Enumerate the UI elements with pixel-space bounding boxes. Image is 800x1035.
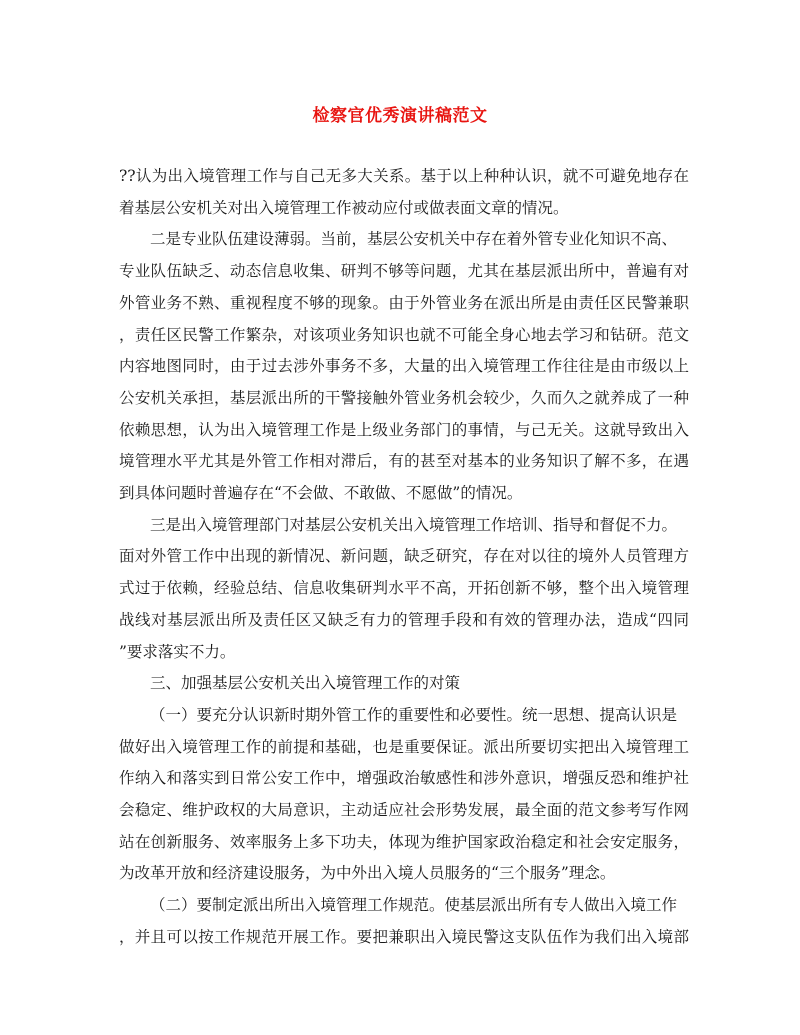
paragraph-line: 二是专业队伍建设薄弱。当前，基层公安机关中存在着外管专业化知识不高、: [150, 230, 678, 249]
paragraph-line: 内容地图同时，由于过去涉外事务不多，大量的出入境管理工作往往是由市级以上: [119, 357, 689, 376]
paragraph-line: （二）要制定派出所出入境管理工作规范。使基层派出所有专人做出入境工作: [150, 896, 678, 915]
paragraph-line: 公安机关承担，基层派出所的干警接触外管业务机会较少，久而久之就养成了一种: [119, 388, 689, 407]
paragraph-line: ，并且可以按工作规范开展工作。要把兼职出入境民警这支队伍作为我们出入境部: [119, 927, 689, 946]
paragraph-line: 三是出入境管理部门对基层公安机关出入境管理工作培训、指导和督促不力。: [150, 515, 678, 534]
paragraph-line: 外管业务不熟、重视程度不够的现象。由于外管业务在派出所是由责任区民警兼职: [119, 293, 689, 312]
paragraph-line: 三、加强基层公安机关出入境管理工作的对策: [150, 674, 461, 693]
paragraph-line: 站在创新服务、效率服务上多下功夫，体现为维护国家政治稳定和社会安定服务，: [119, 832, 689, 851]
paragraph-line: 专业队伍缺乏、动态信息收集、研判不够等问题，尤其在基层派出所中，普遍有对: [119, 262, 689, 281]
paragraph-line: 依赖思想，认为出入境管理工作是上级业务部门的事情，与己无关。这就导致出入: [119, 420, 689, 439]
paragraph-line: 战线对基层派出所及责任区又缺乏有力的管理手段和有效的管理办法，造成“四同: [119, 610, 689, 629]
paragraph-line: 到具体问题时普遍存在“不会做、不敢做、不愿做”的情况。: [119, 484, 523, 502]
paragraph-line: 面对外管工作中出现的新情况、新问题，缺乏研究，存在对以往的境外人员管理方: [119, 547, 689, 566]
paragraph-line: 境管理水平尤其是外管工作相对滞后，有的甚至对基本的业务知识了解不多，在遇: [119, 452, 689, 471]
document-title: 检察官优秀演讲稿范文: [312, 106, 488, 126]
paragraph-line: 作纳入和落实到日常公安工作中，增强政治敏感性和涉外意识，增强反恐和维护社: [119, 769, 689, 788]
paragraph-line: 着基层公安机关对出入境管理工作被动应付或做表面文章的情况。: [119, 198, 569, 217]
paragraph-line: 式过于依赖，经验总结、信息收集研判水平不高，开拓创新不够，整个出入境管理: [119, 579, 689, 598]
paragraph-line: ，责任区民警工作繁杂，对该项业务知识也就不可能全身心地去学习和钻研。范文: [119, 325, 689, 344]
paragraph-line: ”要求落实不力。: [119, 642, 236, 661]
paragraph-line: 为改革开放和经济建设服务，为中外出入境人员服务的“三个服务”理念。: [119, 864, 616, 883]
paragraph-line: 做好出入境管理工作的前提和基础，也是重要保证。派出所要切实把出入境管理工: [119, 737, 689, 756]
paragraph-line: （一）要充分认识新时期外管工作的重要性和必要性。统一思想、提高认识是: [150, 705, 678, 724]
paragraph-line: ??认为出入境管理工作与自己无多大关系。基于以上种种认识，就不可避免地存在: [119, 167, 689, 185]
paragraph-line: 会稳定、维护政权的大局意识，主动适应社会形势发展，最全面的范文参考写作网: [119, 801, 689, 819]
